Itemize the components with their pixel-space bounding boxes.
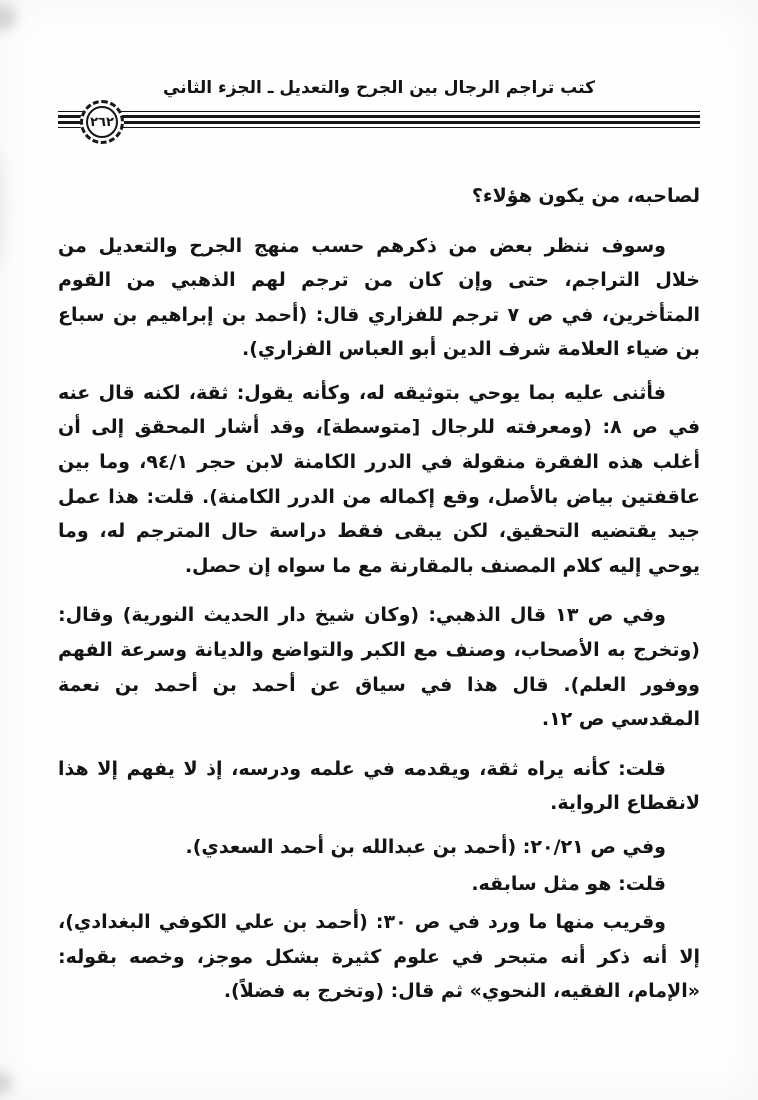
paragraph: قلت: كأنه يراه ثقة، ويقدمه في علمه ودرسه، إذ لا يفهم إلا هذا لانقطاع الرواية. xyxy=(58,757,700,815)
scan-artifact xyxy=(0,1072,12,1094)
paragraph: لصاحبه، من يكون هؤلاء؟ xyxy=(471,185,700,207)
header-rule-line xyxy=(58,111,700,112)
paragraph: فأثنى عليه بما يوحي بتوثيقه له، وكأنه يقول: ثقة، لكنه قال عنه في ص ٨: (ومعرفته للرجال [متوسطة]، وقد أشار المحقق إلى أن أغلب هذه الفقرة منقولة في الدرر الكامنة لابن حجر ٩٤/١، وما بين عاقفتين بياض بالأصل، وقع إكماله من الدرر الكامنة). قلت: هذا عمل جيد يقتضيه التحقيق، لكن يبقى فقط دراسة حال المترجم له، وما يوحي إليه كلام المصنف بالمقارنة مع ما سواه إن حصل. xyxy=(58,381,701,577)
paragraph: وفي ص ٢٠/٢١: (أحمد بن عبدالله بن أحمد السعدي). xyxy=(185,835,666,858)
page-header xyxy=(0,0,758,137)
paragraph: وفي ص ١٣ قال الذهبي: (وكان شيخ دار الحديث النورية) وقال: (وتخرج به الأصحاب، وصنف مع الكبر والتواضع والديانة وسرعة الفهم ووفور العلم). قال هذا في سياق عن أحمد بن أحمد بن نعمة المقدسي ص ١٢. xyxy=(58,604,700,731)
header-rule-line xyxy=(58,127,700,128)
paragraph: وسوف ننظر بعض من ذكرهم حسب منهج الجرح والتعديل من خلال التراجم، حتى وإن كان من ترجم لهم الذهبي من القوم المتأخرين، في ص ٧ ترجم للفزاري قال: (أحمد بن إبراهيم بن سباع بن ضياء العلامة شرف الدين أبو العباس الفزاري). xyxy=(58,234,700,361)
running-title: كتب تراجم الرجال بين الجرح والتعديل ـ الجزء الثاني xyxy=(163,78,595,98)
header-rule-line xyxy=(58,121,700,124)
header-rule-line xyxy=(58,115,700,118)
page-body xyxy=(0,179,758,1009)
paragraph: وقريب منها ما ورد في ص ٣٠: (أحمد بن علي الكوفي البغدادي)، إلا أنه ذكر أنه متبحر في علوم كثيرة بشكل موجز، وخصه بقوله: «الإمام، الفقيه، النحوي» ثم قال: (وتخرج به فضلاً). xyxy=(58,910,700,1003)
page-number-medallion xyxy=(80,100,124,144)
header-rules xyxy=(58,111,700,128)
page-number: ٢٦٢ xyxy=(86,106,118,138)
header-rule-block xyxy=(58,107,700,137)
paragraph: قلت: هو مثل سابقه. xyxy=(471,873,666,896)
